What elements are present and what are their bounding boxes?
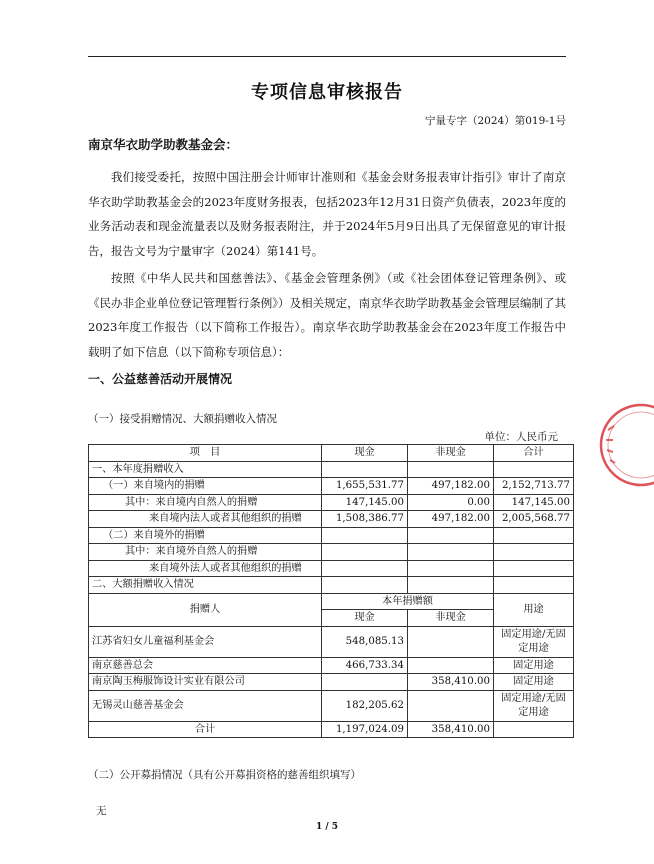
header-use: 用途 <box>494 593 574 626</box>
row-label: 二、大额捐赠收入情况 <box>89 577 322 594</box>
reference-number: 宁量专字（2024）第019-1号 <box>425 115 566 127</box>
header-donor: 捐赠人 <box>89 593 322 626</box>
total-label: 合计 <box>89 721 322 738</box>
table-row <box>89 560 574 577</box>
cell-total <box>494 560 574 577</box>
header-annual-amount: 本年捐赠额 <box>322 593 494 610</box>
cell-noncash <box>408 560 494 577</box>
table-row <box>89 690 574 721</box>
page-number: 1 / 5 <box>315 822 339 832</box>
total-row <box>89 721 574 738</box>
paragraph-1: 我们接受委托，按照中国注册会计师审计准则和《基金会财务报表审计指引》审计了南京华衣助学助教基金会的2023年度财务报表，包括2023年12月31日资产负债表，2023年度的业务活动表和现金流量表以及财务报表附注，并于2024年5月9日出具了无保留意见的审计报告，报告文号为宁量审字（2024）第141号。 <box>88 170 566 258</box>
row-label: （二）来自境外的捐赠 <box>89 527 322 544</box>
report-title: 专项信息审核报告 <box>251 82 403 103</box>
cell-cash: 182,205.62 <box>322 690 408 721</box>
cell-use: 固定用途/无固定用途 <box>494 626 574 657</box>
table-row <box>89 674 574 691</box>
table-row <box>89 527 574 544</box>
total-use <box>494 721 574 738</box>
cell-total <box>494 461 574 478</box>
cell-total <box>494 544 574 561</box>
table-row <box>89 577 574 594</box>
cell-cash <box>322 577 408 594</box>
cell-noncash: 0.00 <box>408 494 494 511</box>
row-label: 其中：来自境外自然人的捐赠 <box>89 544 322 561</box>
cell-total: 147,145.00 <box>494 494 574 511</box>
cell-cash: 1,655,531.77 <box>322 478 408 495</box>
header-cash: 现金 <box>322 445 408 462</box>
paragraph-2: 按照《中华人民共和国慈善法》、《基金会管理条例》（或《社会团体登记管理条例》、或《民办非企业单位登记管理暂行条例》）及相关规定，南京华衣助学助教基金会管理层编制了其2023年度工作报告（以下简称工作报告）。南京华衣助学助教基金会在2023年度工作报告中载明了如下信息（以下简称专项信息）： <box>88 271 566 359</box>
subsection-heading-1: （一）接受捐赠情况、大额捐赠收入情况 <box>88 413 277 425</box>
donation-table <box>88 444 574 738</box>
cell-total <box>494 577 574 594</box>
cell-use: 固定用途/无固定用途 <box>494 690 574 721</box>
table-row <box>89 478 574 495</box>
row-label: 一、本年度捐赠收入 <box>89 461 322 478</box>
row-label: 来自境内法人或者其他组织的捐赠 <box>89 511 322 528</box>
row-label: 来自境外法人或者其他组织的捐赠 <box>89 560 322 577</box>
cell-total: 2,005,568.77 <box>494 511 574 528</box>
header-noncash: 非现金 <box>408 445 494 462</box>
donor-name: 无锡灵山慈善基金会 <box>89 690 322 721</box>
table-row <box>89 461 574 478</box>
official-seal-icon <box>596 400 654 490</box>
currency-unit: 单位：人民币元 <box>484 431 558 443</box>
cell-noncash: 358,410.00 <box>408 674 494 691</box>
cell-cash <box>322 674 408 691</box>
cell-use: 固定用途 <box>494 674 574 691</box>
header-total: 合计 <box>494 445 574 462</box>
cell-noncash <box>408 577 494 594</box>
cell-noncash <box>408 461 494 478</box>
cell-cash <box>322 461 408 478</box>
table-header-row <box>89 445 574 462</box>
cell-cash <box>322 544 408 561</box>
large-donation-header-row <box>89 593 574 610</box>
row-label: （一）来自境内的捐赠 <box>89 478 322 495</box>
table-row <box>89 657 574 674</box>
table-row <box>89 544 574 561</box>
table-row <box>89 626 574 657</box>
donor-name: 南京慈善总会 <box>89 657 322 674</box>
cell-noncash <box>408 626 494 657</box>
section-heading-1: 一、公益慈善活动开展情况 <box>88 372 233 386</box>
cell-cash: 548,085.13 <box>322 626 408 657</box>
total-cash: 1,197,024.09 <box>322 721 408 738</box>
cell-noncash: 497,182.00 <box>408 511 494 528</box>
cell-cash <box>322 527 408 544</box>
cell-noncash <box>408 690 494 721</box>
cell-cash <box>322 560 408 577</box>
cell-total <box>494 527 574 544</box>
donor-name: 江苏省妇女儿童福利基金会 <box>89 626 322 657</box>
row-label: 其中：来自境内自然人的捐赠 <box>89 494 322 511</box>
table-row <box>89 511 574 528</box>
header-cash: 现金 <box>322 610 408 627</box>
header-noncash: 非现金 <box>408 610 494 627</box>
table-row <box>89 494 574 511</box>
cell-noncash <box>408 657 494 674</box>
cell-noncash <box>408 544 494 561</box>
cell-use: 固定用途 <box>494 657 574 674</box>
cell-cash: 1,508,386.77 <box>322 511 408 528</box>
cell-cash: 147,145.00 <box>322 494 408 511</box>
total-noncash: 358,410.00 <box>408 721 494 738</box>
subsection-heading-2: （二）公开募捐情况（具有公开募捐资格的慈善组织填写） <box>88 769 361 781</box>
cell-noncash <box>408 527 494 544</box>
header-item: 项 目 <box>89 445 322 462</box>
addressee: 南京华衣助学助教基金会： <box>88 137 239 152</box>
donor-name: 南京陶玉梅服饰设计实业有限公司 <box>89 674 322 691</box>
header-rule <box>88 56 566 57</box>
none-text: 无 <box>96 805 107 817</box>
cell-noncash: 497,182.00 <box>408 478 494 495</box>
cell-total: 2,152,713.77 <box>494 478 574 495</box>
cell-cash: 466,733.34 <box>322 657 408 674</box>
